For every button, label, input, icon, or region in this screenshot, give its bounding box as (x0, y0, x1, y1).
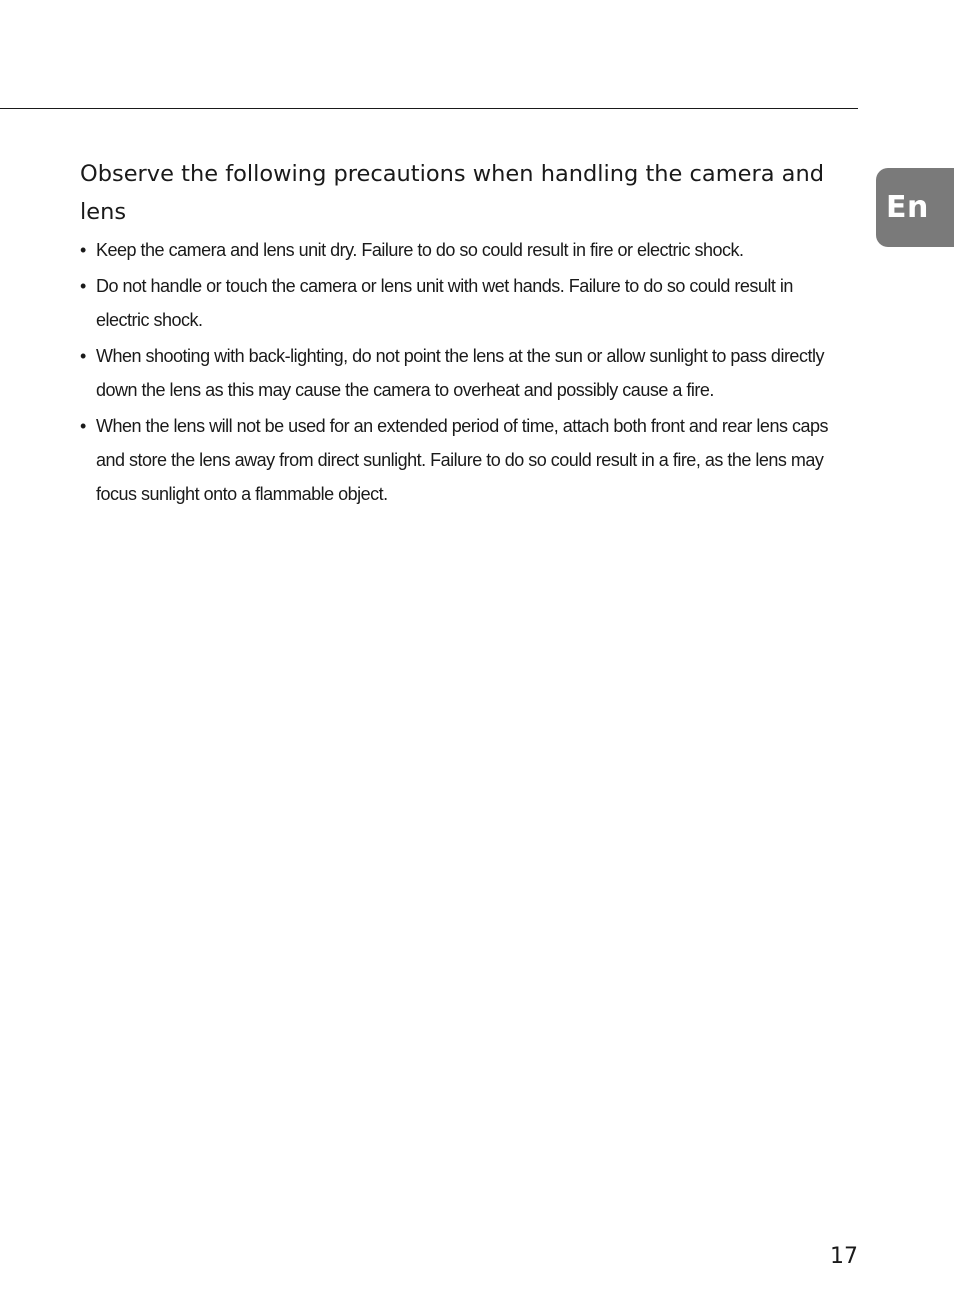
bullet-icon: • (80, 276, 86, 296)
language-tab-label: En (886, 190, 929, 225)
precaution-item (80, 233, 850, 267)
precaution-item (80, 269, 850, 337)
header-rule (0, 108, 858, 109)
language-tab (876, 168, 954, 247)
section-heading: Observe the following precautions when handling the camera and lens (80, 161, 824, 225)
bullet-icon: • (80, 346, 86, 366)
precaution-text: Do not handle or touch the camera or lens unit with wet hands. Failure to do so could result in electric shock. (96, 276, 793, 330)
precaution-text: Keep the camera and lens unit dry. Failure to do so could result in fire or electric shock. (96, 240, 744, 260)
precaution-item (80, 339, 850, 407)
precautions-section (80, 155, 850, 511)
precaution-list (80, 233, 850, 511)
page-number: 17 (830, 1244, 858, 1269)
precaution-item (80, 409, 850, 511)
bullet-icon: • (80, 416, 86, 436)
precaution-text: When the lens will not be used for an extended period of time, attach both front and rear lens caps and store the lens away from direct sunlight. Failure to do so could result in a fire, as the lens may focus sunlight onto a flammable object. (96, 416, 828, 504)
bullet-icon: • (80, 240, 86, 260)
precaution-text: When shooting with back-lighting, do not point the lens at the sun or allow sunlight to pass directly down the lens as this may cause the camera to overheat and possibly cause a fire. (96, 346, 824, 400)
